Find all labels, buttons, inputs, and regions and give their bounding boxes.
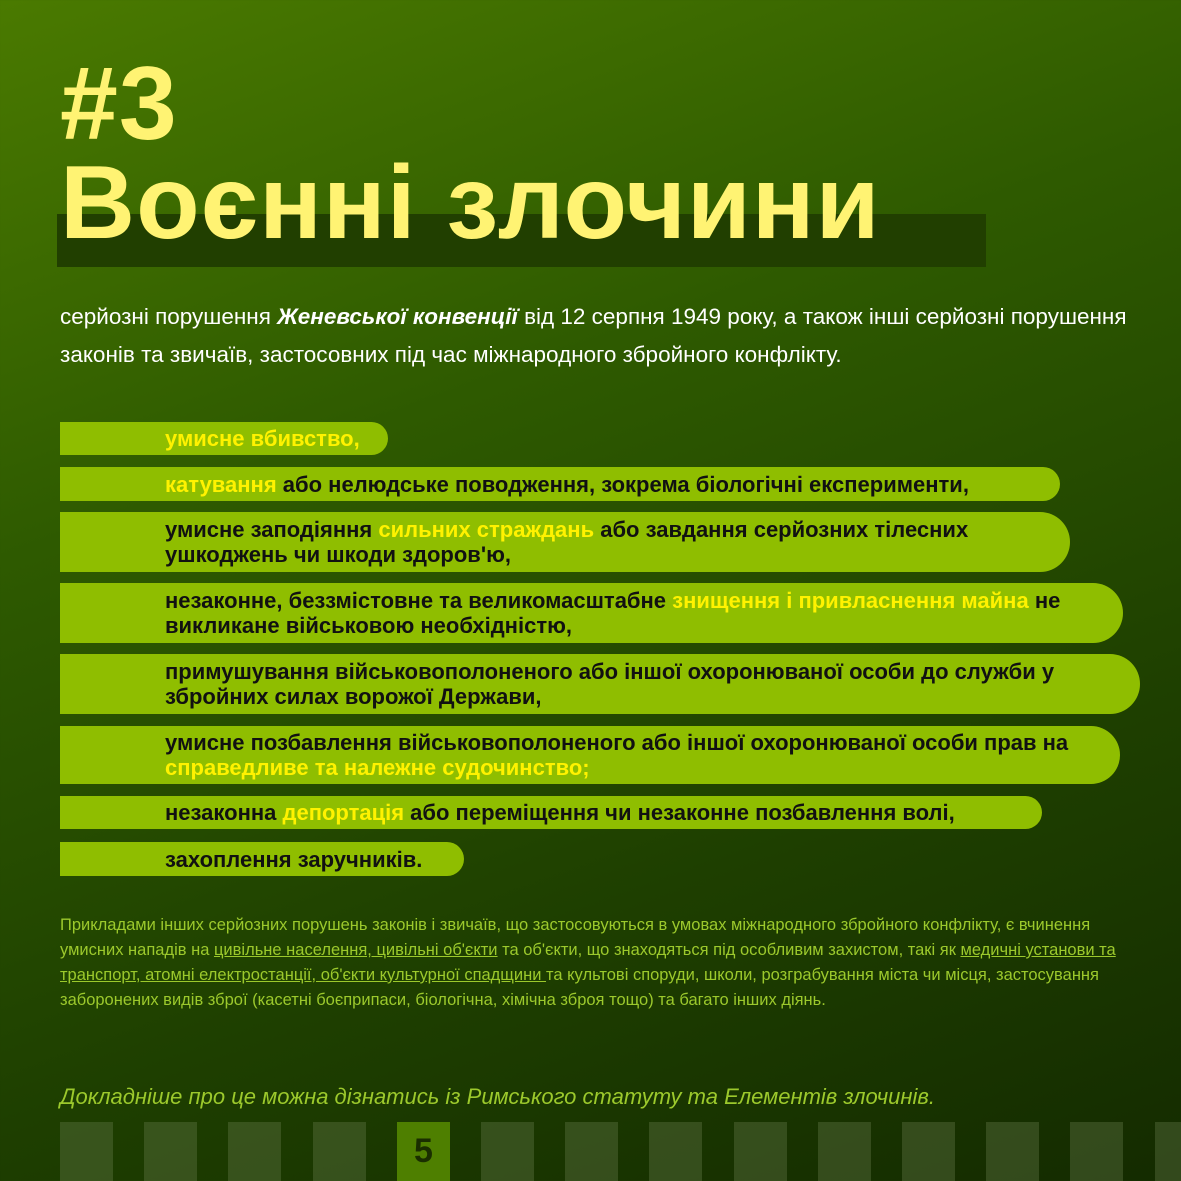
highlighted-term: сильних страждань [378,517,595,542]
item-text-segment: умисне заподіяння [165,517,379,542]
crime-item-5 [60,654,1140,714]
crime-item-4 [60,583,1123,643]
item-text-segment: умисне позбавлення військовополоненого або іншої охоронюваної особи прав на [165,730,1069,755]
crime-item-8 [60,842,464,876]
page-tile [1070,1122,1123,1181]
footnote-text: Прикладами інших серйозних порушень законів і звичаїв, що застосовуються в умовах міжнародного збройного конфлікту, є вчинення умисних нападів на [60,916,1091,959]
crime-item-2 [60,467,1060,501]
page-tile [902,1122,955,1181]
highlighted-term: знищення і привласнення майна [672,588,1029,613]
page-tile [60,1122,113,1181]
intro-before: серйозні порушення [60,304,278,329]
intro-definition [60,298,1140,374]
item-text-segment: незаконне, беззмістовне та великомасштабне [165,588,673,613]
crime-item-text [165,588,1103,638]
page-tile [1155,1122,1181,1181]
crime-item-text [165,800,955,825]
footnote-underlined-term: медичні установи та транспорт, атомні електростанції, об'єкти культурної спадщини [60,941,1116,984]
geneva-convention-label: Женевської конвенції [277,304,518,329]
crime-item-6 [60,726,1120,784]
footnote-text: та об'єкти, що знаходяться під особливим захистом, такі як [497,941,961,959]
footnote-text: та культові споруди, школи, розграбування міста чи місця, застосування заборонених видів зброї (касетні боєприпаси, біологічна, хімічна зброя тощо) та багато інших діянь. [60,966,1099,1009]
page-tile-current: 5 [397,1122,450,1181]
crime-item-7 [60,796,1042,829]
crime-item-1 [60,422,388,455]
page-tile [481,1122,534,1181]
crime-item-text [165,659,1120,709]
item-text-segment: або нелюдське поводження, зокрема біологічні експерименти, [276,471,969,497]
item-text-segment: або переміщення чи незаконне позбавлення волі, [404,800,955,825]
page-indicator [0,1122,1181,1181]
crime-item-text [165,472,969,497]
highlighted-term: депортація [282,800,405,825]
crime-item-text [165,847,422,872]
footnote-underlined-term: цивільне населення, цивільні об'єкти [213,941,498,959]
highlighted-term: катування [165,471,277,497]
crime-item-text [165,517,1050,567]
item-text-segment: або завдання серйозних тілесних ушкоджень чи шкоди здоров'ю, [165,517,969,567]
highlighted-term: справедливе та належне судочинство; [165,755,590,780]
crime-item-3 [60,512,1070,572]
footnote-examples [60,913,1140,1013]
crime-item-text [165,730,1100,780]
section-number: #3 [60,46,178,162]
item-text-segment: незаконна [165,800,283,825]
item-text-segment: захоплення заручників. [165,846,423,872]
intro-after: від 12 серпня 1949 року, а також інші серйозні порушення законів та звичаїв, застосовних під час міжнародного збройного конфлікту. [60,304,1127,367]
page-tile [228,1122,281,1181]
page-tile [986,1122,1039,1181]
page-tile [734,1122,787,1181]
page-tile [649,1122,702,1181]
page-tile [144,1122,197,1181]
page-tile [818,1122,871,1181]
page-title: Воєнні злочини [60,145,881,261]
highlighted-term: умисне вбивство, [165,426,360,451]
further-reading-note: Докладніше про це можна дізнатись із Римського статуту та Елементів злочинів. [60,1084,935,1109]
item-text-segment: не викликане військовою необхідністю, [165,588,1061,638]
page-tile [313,1122,366,1181]
crime-item-text [165,426,360,451]
item-text-segment: примушування військовополоненого або іншої охоронюваної особи до служби у збройних силах ворожої Держави, [165,659,1055,709]
page-tile [565,1122,618,1181]
